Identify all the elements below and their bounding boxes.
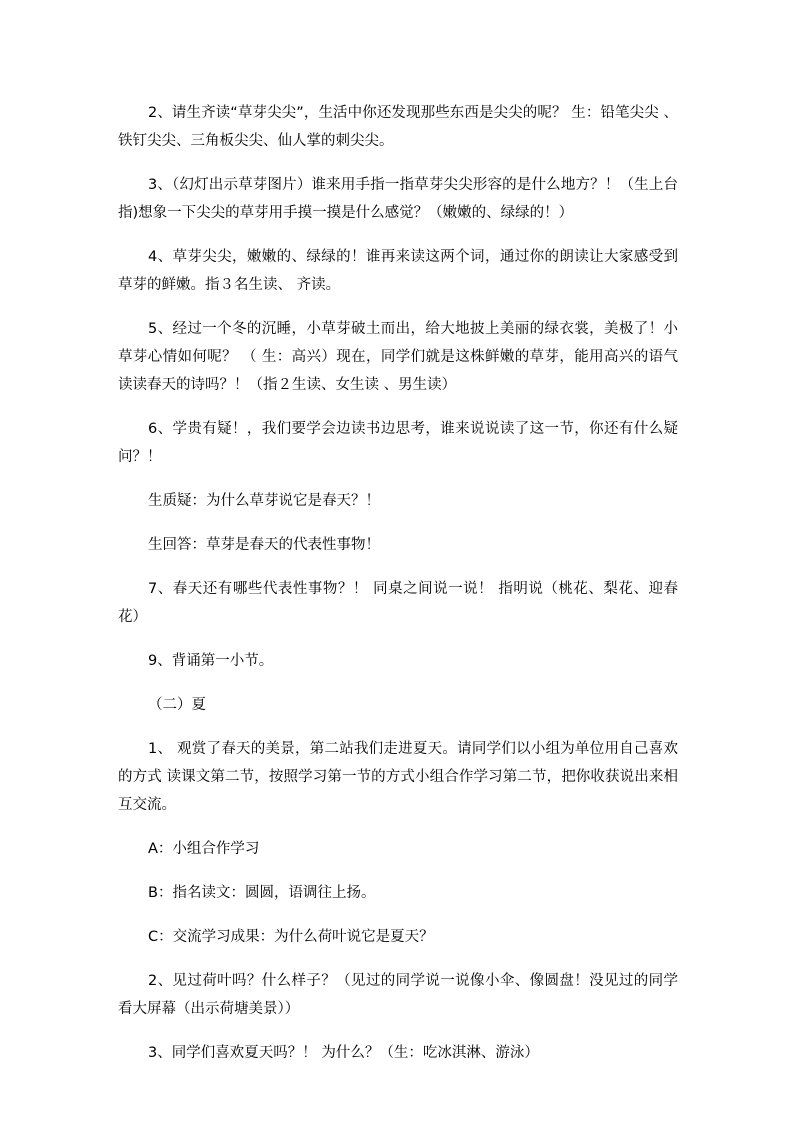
paragraph-summer-step-1: 1、 观赏了春天的美景，第二站我们走进夏天。请同学们以小组为单位用自己喜欢的方式 读课文第二节，按照学习第一节的方式小组合作学习第二节，把你收获说出来相互交流。 bbox=[118, 741, 678, 813]
paragraph-student-answer: 生回答：草芽是春天的代表性事物！ bbox=[148, 537, 380, 553]
paragraph-step-4: 4、草芽尖尖，嫩嫩的、绿绿的！谁再来读这两个词，通过你的朗读让大家感受到草芽的鲜嫩。指３名生读、 齐读。 bbox=[118, 249, 678, 293]
paragraph-step-9: 9、背诵第一小节。 bbox=[148, 653, 274, 669]
document-page bbox=[118, 99, 678, 1083]
paragraph-summer-a: A：小组合作学习 bbox=[148, 841, 260, 857]
paragraph-summer-step-3: 3、同学们喜欢夏天吗？！ 为什么？（生：吃冰淇淋、游泳） bbox=[148, 1045, 539, 1061]
section-heading-summer: （二）夏 bbox=[148, 697, 206, 713]
paragraph-student-question: 生质疑：为什么草芽说它是春天？！ bbox=[148, 493, 380, 509]
paragraph-step-7: 7、春天还有哪些代表性事物？！ 同桌之间说一说！ 指明说（桃花、梨花、迎春花） bbox=[118, 581, 678, 625]
paragraph-summer-c: C：交流学习成果：为什么荷叶说它是夏天？ bbox=[148, 929, 434, 945]
paragraph-step-6: 6、学贵有疑！，我们要学会边读书边思考，谁来说说读了这一节，你还有什么疑问？！ bbox=[118, 421, 678, 465]
paragraph-summer-step-2: 2、见过荷叶吗？什么样子？（见过的同学说一说像小伞、像圆盘！没见过的同学看大屏幕（出示荷塘美景）） bbox=[118, 973, 678, 1017]
paragraph-step-3: 3、（幻灯出示草芽图片）谁来用手指一指草芽尖尖形容的是什么地方？！（生上台指)想象一下尖尖的草芽用手摸一摸是什么感觉？（嫩嫩的、绿绿的！） bbox=[118, 177, 678, 221]
paragraph-step-5: 5、经过一个冬的沉睡，小草芽破土而出，给大地披上美丽的绿衣裳，美极了！小草芽心情如何呢？ （ 生：高兴）现在，同学们就是这株鲜嫩的草芽，能用高兴的语气读读春天的诗吗？！（指２生读、女生读 、男生读） bbox=[118, 321, 678, 393]
paragraph-summer-b: B：指名读文：圆圆，语调往上扬。 bbox=[148, 885, 376, 901]
paragraph-step-2: 2、请生齐读“草芽尖尖”，生活中你还发现那些东西是尖尖的呢？ 生：铅笔尖尖 、铁钉尖尖、三角板尖尖、仙人掌的刺尖尖。 bbox=[118, 105, 678, 149]
